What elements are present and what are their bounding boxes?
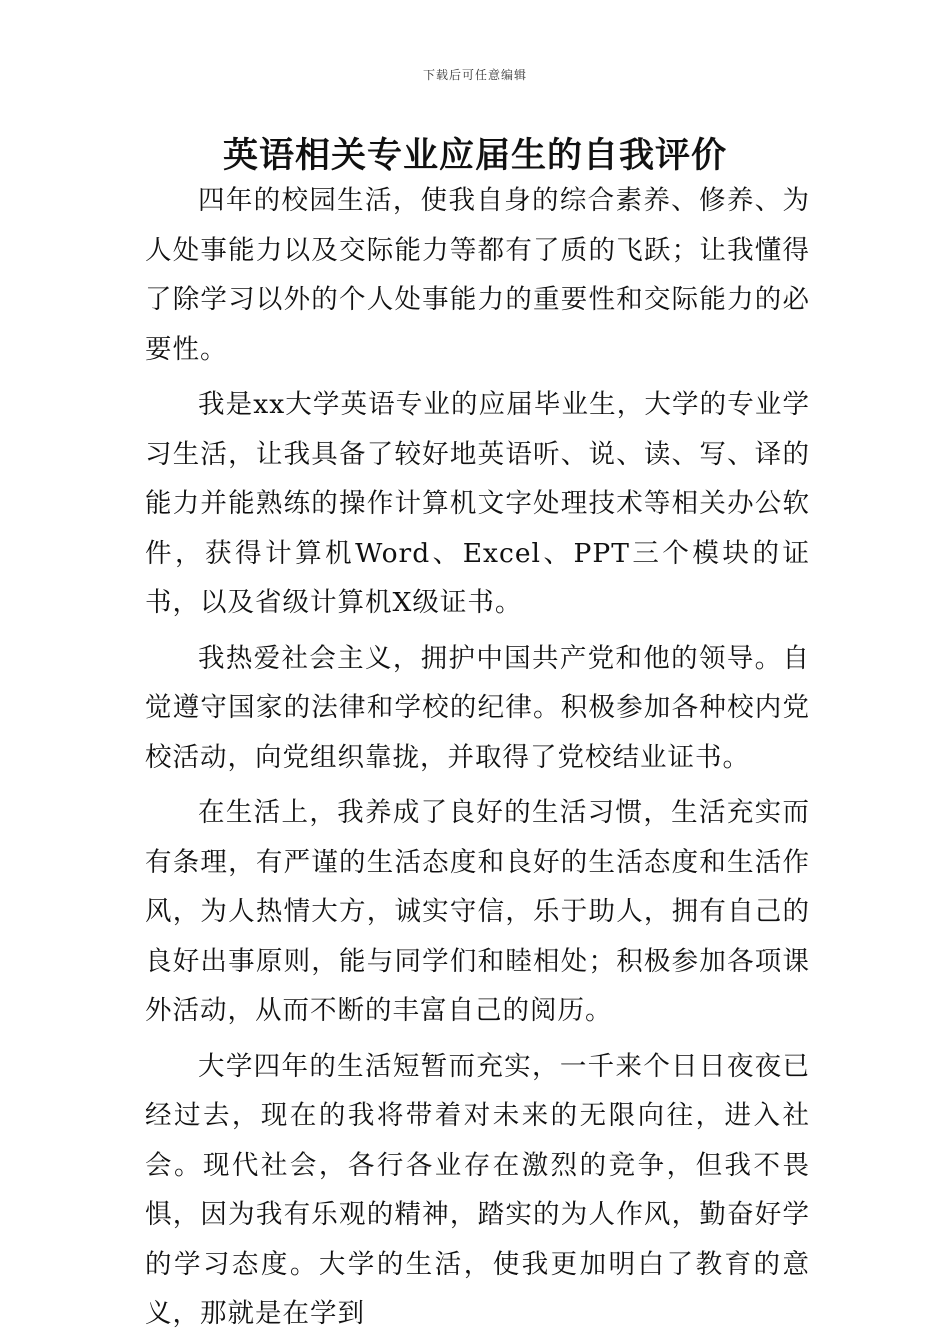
document-body [145, 176, 810, 1339]
paragraph-1: 四年的校园生活，使我自身的综合素养、修养、为人处事能力以及交际能力等都有了质的飞跃；让我懂得了除学习以外的个人处事能力的重要性和交际能力的必要性。 [145, 185, 810, 365]
header-note: 下载后可任意编辑 [422, 68, 527, 82]
paragraph-3: 我热爱社会主义，拥护中国共产党和他的领导。自觉遵守国家的法律和学校的纪律。积极参加各种校内党校活动，向党组织靠拢，并取得了党校结业证书。 [145, 642, 810, 773]
paragraph-5: 大学四年的生活短暂而充实，一千来个日日夜夜已经过去，现在的我将带着对未来的无限向往，进入社会。现代社会，各行各业存在激烈的竞争，但我不畏惧，因为我有乐观的精神，踏实的为人作风，勤奋好学的学习态度。大学的生活，使我更加明白了教育的意义，那就是在学到 [145, 1050, 810, 1329]
paragraph-2: 我是xx大学英语专业的应届毕业生，大学的专业学习生活，让我具备了较好地英语听、说、读、写、译的能力并能熟练的操作计算机文字处理技术等相关办公软件，获得计算机Word、Excel、PPT三个模块的证书，以及省级计算机X级证书。 [145, 389, 810, 618]
document-title: 英语相关专业应届生的自我评价 [222, 136, 727, 176]
paragraph-4: 在生活上，我养成了良好的生活习惯，生活充实而有条理，有严谨的生活态度和良好的生活态度和生活作风，为人热情大方，诚实守信，乐于助人，拥有自己的良好出事原则，能与同学们和睦相处；积极参加各项课外活动，从而不断的丰富自己的阅历。 [145, 797, 810, 1026]
